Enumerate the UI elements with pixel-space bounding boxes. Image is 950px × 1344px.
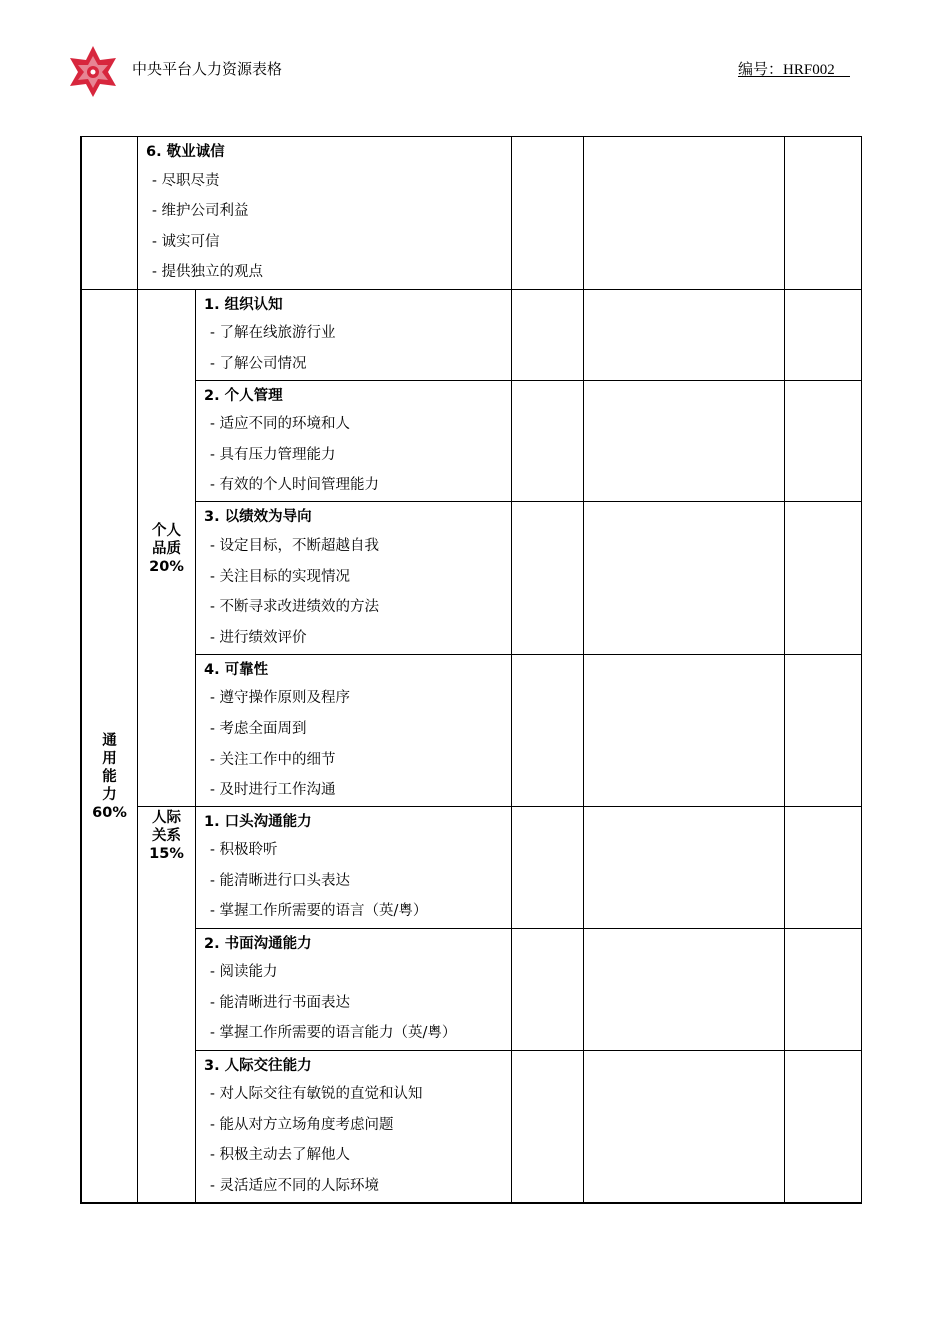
block-item: - 适应不同的环境和人 [210,416,351,432]
row-separator [195,928,862,929]
row-separator [80,289,862,290]
col-separator [784,136,785,1204]
block-item: - 及时进行工作沟通 [210,782,336,798]
block-item: - 诚实可信 [152,234,220,250]
subcategory-label-line: 品质 [152,541,181,557]
block-item: - 具有压力管理能力 [210,447,336,463]
table-border-right [861,136,862,1204]
row-separator [137,806,862,807]
block-item: - 阅读能力 [210,964,278,980]
block-item: - 提供独立的观点 [152,264,264,280]
block-item: - 对人际交往有敏锐的直觉和认知 [210,1086,423,1102]
block-item: - 遵守操作原则及程序 [210,690,351,706]
category-label-line: 力 [102,787,117,803]
block-title: 1. 口头沟通能力 [204,814,312,830]
block-title: 2. 书面沟通能力 [204,936,312,952]
table-border-left [80,136,82,1204]
block-item: - 了解在线旅游行业 [210,325,336,341]
row-separator [195,501,862,502]
subcategory-label-line: 15% [149,846,184,862]
block-item: - 不断寻求改进绩效的方法 [210,599,380,615]
block-item: - 灵活适应不同的人际环境 [210,1178,380,1194]
company-logo-icon [66,44,120,98]
subcategory-label-line: 人际 [152,810,181,826]
block-title: 2. 个人管理 [204,388,283,404]
category-label-line: 用 [102,751,117,767]
block-item: - 积极聆听 [210,842,278,858]
header-underline [738,76,850,77]
table-border-top [80,136,862,137]
category-label-line: 通 [102,733,117,749]
table-border-bottom [80,1202,862,1204]
subcategory-interpersonal [138,809,195,863]
block-item: - 积极主动去了解他人 [210,1147,351,1163]
block-item: - 能清晰进行口头表达 [210,873,351,889]
block-item: - 掌握工作所需要的语言能力（英/粤） [210,1025,457,1041]
subcategory-label-line: 20% [149,559,184,575]
col-separator [511,136,512,1204]
block-item: - 考虑全面周到 [210,721,307,737]
block-item: - 设定目标，不断超越自我 [210,538,380,554]
competency-table [80,136,862,1204]
block-title: 4. 可靠性 [204,662,269,678]
row-separator [195,1050,862,1051]
form-code-label: 编号： [738,60,784,78]
block-item: - 掌握工作所需要的语言（英/粤） [210,903,428,919]
block-item: - 关注目标的实现情况 [210,569,351,585]
col-separator [583,136,584,1204]
subcategory-label-line: 个人 [152,523,181,539]
block-title: 3. 人际交往能力 [204,1058,312,1074]
category-general-ability [82,732,137,822]
block-item: - 尽职尽责 [152,173,220,189]
row-separator [195,654,862,655]
block-item: - 关注工作中的细节 [210,752,336,768]
category-label-line: 能 [102,769,117,785]
form-title: 中央平台人力资源表格 [132,60,283,78]
subcategory-personal-quality [138,522,195,576]
block-item: - 进行绩效评价 [210,630,307,646]
col-separator [137,136,138,1204]
block-title: 6. 敬业诚信 [146,144,225,160]
block-item: - 维护公司利益 [152,203,249,219]
block-item: - 有效的个人时间管理能力 [210,477,380,493]
block-item: - 能清晰进行书面表达 [210,995,351,1011]
block-title: 1. 组织认知 [204,297,283,313]
row-separator [195,380,862,381]
block-item: - 能从对方立场角度考虑问题 [210,1117,394,1133]
subcategory-label-line: 关系 [152,828,181,844]
category-label-line: 60% [92,805,127,821]
col-separator [195,289,196,1204]
block-title: 3. 以绩效为导向 [204,509,312,525]
block-item: - 了解公司情况 [210,356,307,372]
form-code-value: HRF002 [783,62,835,78]
